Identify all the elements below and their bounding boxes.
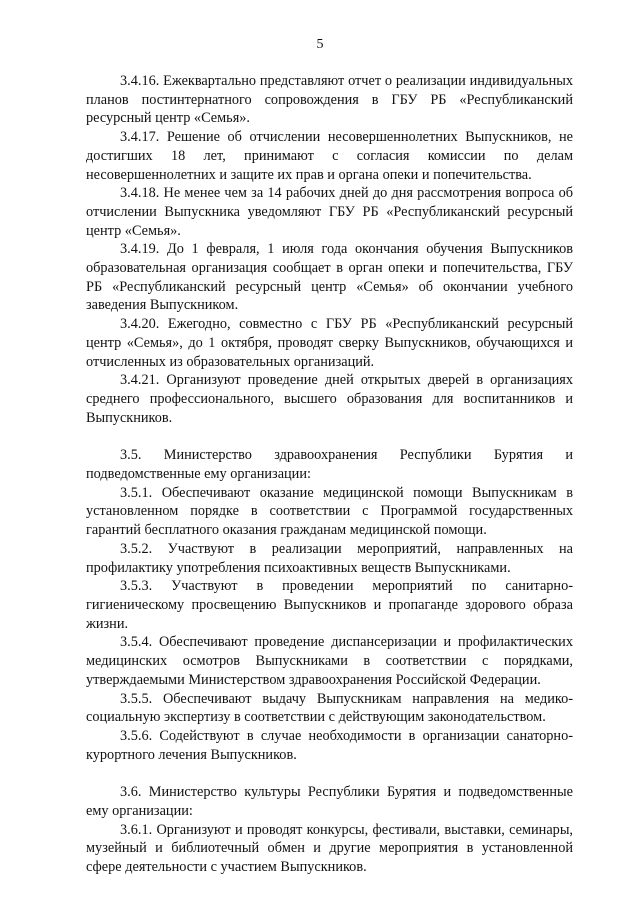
paragraph: 3.4.20. Ежегодно, совместно с ГБУ РБ «Республиканский ресурсный центр «Семья», до 1 октября, проводят сверку Выпускников, обучающихся и отчисленных из образовательных организаций.: [86, 316, 573, 370]
page-number: 5: [316, 37, 324, 52]
paragraph: 3.5. Министерство здравоохранения Республики Бурятия и подведомственные ему организации:: [86, 447, 573, 483]
section-gap: [86, 427, 573, 446]
paragraph: 3.4.16. Ежеквартально представляют отчет о реализации индивидуальных планов постинтернатного сопровождения в ГБУ РБ «Республиканский ресурсный центр «Семья».: [86, 73, 573, 127]
paragraph: 3.4.18. Не менее чем за 14 рабочих дней до дня рассмотрения вопроса об отчислении Выпускника уведомляют ГБУ РБ «Республиканский ресурсный центр «Семья».: [86, 185, 573, 239]
paragraph: 3.6.1. Организуют и проводят конкурсы, фестивали, выставки, семинары, музейный и библиотечный обмен и другие мероприятия в установленной сфере деятельности с участием Выпускников.: [86, 821, 573, 876]
section-gap: [86, 764, 573, 783]
document-body: [86, 72, 573, 877]
paragraph: 3.5.1. Обеспечивают оказание медицинской помощи Выпускникам в установленном порядке в соответствии с Программой государственных гарантий бесплатного оказания гражданам медицинской помощи.: [86, 484, 573, 539]
paragraph: 3.5.4. Обеспечивают проведение диспансеризации и профилактических медицинских осмотров Выпускниками в соответствии с порядками, утверждаемыми Министерством здравоохранения Российской Федерации.: [86, 634, 573, 688]
paragraph: 3.5.5. Обеспечивают выдачу Выпускникам направления на медико-социальную экспертизу в соответствии с действующим законодательством.: [86, 690, 573, 726]
paragraph: 3.6. Министерство культуры Республики Бурятия и подведомственные ему организации:: [86, 784, 573, 820]
paragraph: 3.5.6. Содействуют в случае необходимости в организации санаторно-курортного лечения Выпускников.: [86, 727, 573, 763]
paragraph: 3.4.21. Организуют проведение дней открытых дверей в организациях среднего профессионального, высшего образования для воспитанников и Выпускников.: [86, 372, 573, 426]
paragraph: 3.4.19. До 1 февраля, 1 июля года окончания обучения Выпускников образовательная организация сообщает в орган опеки и попечительства, ГБУ РБ «Республиканский ресурсный центр «Семья» об окончании учебного заведения Выпускником.: [86, 241, 573, 314]
paragraph: 3.4.17. Решение об отчислении несовершеннолетних Выпускников, не достигших 18 лет, принимают с согласия комиссии по делам несовершеннолетних и защите их прав и органа опеки и попечительства.: [86, 129, 573, 183]
paragraph: 3.5.2. Участвуют в реализации мероприятий, направленных на профилактику употребления психоактивных веществ Выпускниками.: [86, 540, 573, 576]
paragraph: 3.5.3. Участвуют в проведении мероприятий по санитарно-гигиеническому просвещению Выпускников и пропаганде здорового образа жизни.: [86, 578, 573, 632]
